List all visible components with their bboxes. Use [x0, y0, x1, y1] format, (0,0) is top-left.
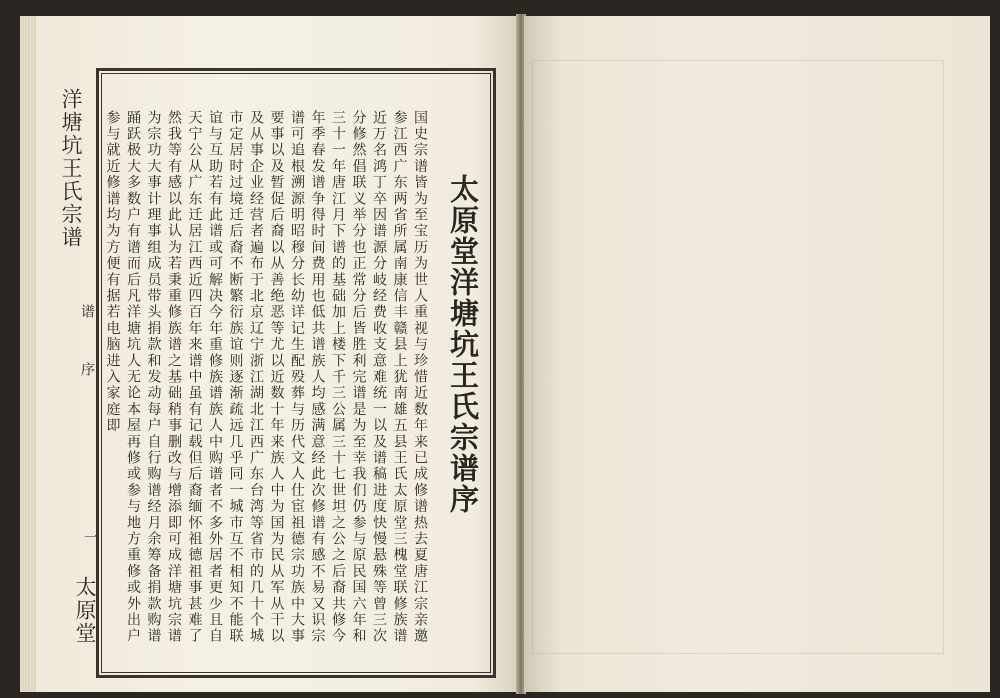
right-page-faint-frame [532, 60, 944, 654]
margin-book-title: 洋塘坑王氏宗谱 [59, 88, 83, 249]
preface-body: 国史宗谱皆为至宝历为世人重视与珍惜近数年来已成修谱热去夏唐江宗亲邀参江西广东两省所属南康信丰赣县上犹南雄五县王氏太原堂三槐堂联修族谱近万名鸿丁卒因谱源分岐经费收支意难统一以及谱稿进度快慢悬殊等曾三次分修然倡联义举分也正常分后皆胜利完谱是为至幸我们仍参与原民国六年和三十一年唐江月下谱的基础加上楼下千三公属三十七世坦之公之后裔共修今年季春发谱争得时间费用也低共谱族人均感满意经此次修谱有感不易又识宗谱可追根溯源明昭穆分长幼详记生配殁葬与历代文人仕宦祖德宗功族中大事要事以及暂促后裔以从善绝恶等尤以近数十年来族人中为国为民从军从干以及从事企业经营者遍布于北京辽宁浙江湖北江西广东台湾等省市的几十个城市定居时过境迁后裔不断繁衍族谊则逐渐疏远几乎同一城市互不相知不能联谊与互助若有此谱或可解决今年重修族谱族人中购谱者不多外居者更少且自天宁公从广东迁居江西近四百年来谱中虽有记载但后裔缅怀祖德祖事甚难了然我等有感以此认为若秉重修族谱之基础稍事删改与增添即可成洋塘坑宗谱为宗功大事计理事组成员带头捐款和发动每户自行购谱经月余筹备捐款购谱踊跃极大多数户有谱而后凡洋塘坑人无论本屋再修或参与地方重修或外出户参与就近修谱均为方便有据若电脑进入家庭即 [104, 110, 428, 645]
left-page [36, 16, 520, 692]
text-frame [96, 68, 496, 678]
text-frame-inner [101, 73, 491, 673]
margin-page-number: 一 [82, 530, 98, 544]
margin-hall-name: 太原堂 [73, 576, 97, 645]
margin-section-label: 谱序 [79, 304, 95, 420]
preface-title: 太原堂洋塘坑王氏宗谱序 [446, 174, 480, 515]
right-page-blank [524, 16, 990, 692]
